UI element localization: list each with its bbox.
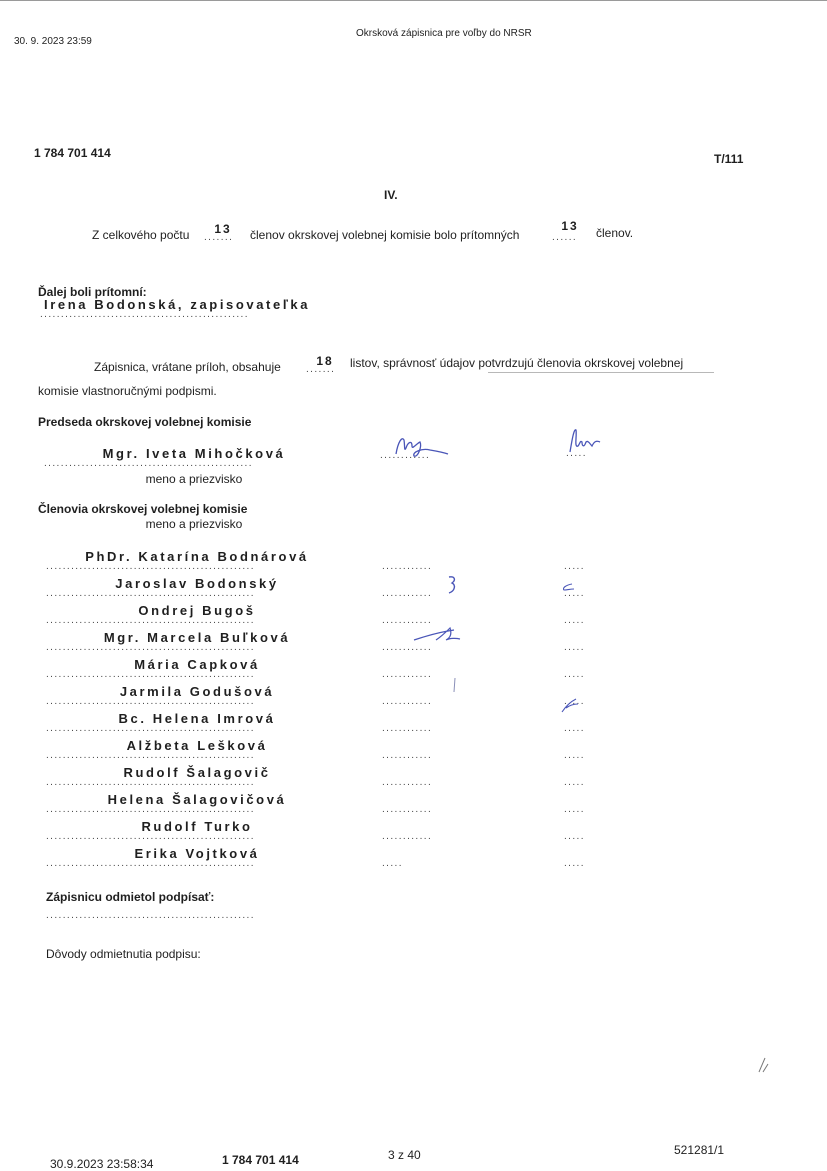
total-dots: ....... — [204, 232, 234, 243]
member-name: Mgr. Marcela Buľková — [103, 630, 291, 645]
member-name-dots: .................................................. — [46, 642, 255, 653]
member-name: PhDr. Katarína Bodnárová — [85, 549, 309, 564]
member-name: Jaroslav Bodonský — [115, 576, 279, 591]
member-signature-mark — [446, 574, 460, 596]
signature-dots: ............ — [382, 561, 433, 572]
initials-dots: ..... — [564, 804, 585, 815]
member-name: Erika Vojtková — [134, 846, 260, 861]
member-name-dots: .................................................. — [46, 804, 255, 815]
attachments-count: 18 — [316, 354, 334, 368]
initials-dots: ..... — [564, 858, 585, 869]
member-name: Rudolf Turko — [141, 819, 253, 834]
chair-initials-dots: ..... — [566, 448, 587, 459]
signature-dots: ............ — [382, 750, 433, 761]
attendance-prefix: Z celkového počtu — [92, 228, 190, 242]
member-name-dots: .................................................. — [46, 696, 255, 707]
signature-dots: ............ — [382, 615, 433, 626]
attachments-line2: komisie vlastnoručnými podpismi. — [38, 384, 217, 398]
member-name: Bc. Helena Imrová — [118, 711, 276, 726]
member-name: Ondrej Bugoš — [138, 603, 256, 618]
member-name: Mária Capková — [134, 657, 260, 672]
footer-code: 521281/1 — [674, 1143, 725, 1157]
initials-dots: ..... — [564, 615, 585, 626]
others-heading: Ďalej boli prítomní: — [38, 285, 147, 299]
member-name: Jarmila Godušová — [119, 684, 275, 699]
initials-dots: ..... — [564, 588, 585, 599]
initials-dots: ..... — [564, 696, 585, 707]
member-name-dots: .................................................. — [46, 561, 255, 572]
signature-dots: ............ — [382, 642, 433, 653]
others-dots: .................................................. — [40, 309, 249, 320]
signature-dots: ............ — [382, 669, 433, 680]
chair-initials-graphic — [566, 426, 606, 456]
members-heading: Členovia okrskovej volebnej komisie — [38, 502, 248, 516]
initials-dots: ..... — [564, 669, 585, 680]
initials-dots: ..... — [564, 777, 585, 788]
member-name: Alžbeta Lešková — [126, 738, 268, 753]
header-title: Okrsková zápisnica pre voľby do NRSR — [356, 28, 532, 39]
attachments-prefix: Zápisnica, vrátane príloh, obsahuje — [94, 360, 281, 374]
section-number: IV. — [384, 188, 398, 202]
chair-caption: meno a priezvisko — [145, 472, 243, 486]
refusal-reasons-label: Dôvody odmietnutia podpisu: — [46, 947, 201, 961]
attachments-dots: ....... — [306, 364, 336, 375]
footer-document-number: 1 784 701 414 — [222, 1153, 299, 1167]
attendance-middle: členov okrskovej volebnej komisie bolo prítomných — [250, 228, 520, 242]
member-signature-mark — [412, 624, 462, 644]
signature-dots: ..... — [382, 858, 403, 869]
member-name-dots: .................................................. — [46, 723, 255, 734]
member-initials-mark — [558, 696, 582, 716]
initials-dots: ..... — [564, 561, 585, 572]
initials-dots: ..... — [564, 642, 585, 653]
member-name: Helena Šalagovičová — [107, 792, 287, 807]
attachments-line1-suffix: listov, správnosť údajov potvrdzujú členovia okrskovej volebnej — [350, 356, 684, 370]
chair-heading: Predseda okrskovej volebnej komisie — [38, 415, 252, 429]
signature-dots: ............ — [382, 804, 433, 815]
header-datetime: 30. 9. 2023 23:59 — [14, 36, 92, 47]
member-name-dots: .................................................. — [46, 858, 255, 869]
total-members-value: 13 — [214, 222, 232, 236]
refusal-dots: .................................................. — [46, 910, 255, 921]
initials-dots: ..... — [564, 723, 585, 734]
member-name-dots: .................................................. — [46, 669, 255, 680]
signature-dots: ............ — [382, 696, 433, 707]
signature-dots: ............ — [382, 831, 433, 842]
member-initials-mark — [560, 582, 576, 592]
member-name-dots: .................................................. — [46, 615, 255, 626]
chair-signature-graphic — [392, 432, 450, 460]
signature-dots: ............ — [382, 777, 433, 788]
signature-dots: ............ — [382, 723, 433, 734]
member-name-dots: .................................................. — [46, 750, 255, 761]
member-name-dots: .................................................. — [46, 831, 255, 842]
member-name-dots: .................................................. — [46, 588, 255, 599]
chair-signature-dots: ............ — [380, 450, 431, 461]
signature-dots: ............ — [382, 588, 433, 599]
top-rule — [0, 0, 827, 1]
initials-dots: ..... — [564, 750, 585, 761]
corner-mark — [756, 1054, 770, 1074]
present-dots: ...... — [552, 232, 578, 243]
initials-dots: ..... — [564, 831, 585, 842]
footer-datetime: 30.9.2023 23:58:34 — [50, 1157, 154, 1171]
present-members-value: 13 — [561, 219, 579, 233]
refusal-heading: Zápisnicu odmietol podpísať: — [46, 890, 215, 904]
member-signature-mark — [452, 676, 458, 694]
attendance-suffix: členov. — [596, 226, 634, 240]
members-caption: meno a priezvisko — [145, 517, 243, 531]
document-code: T/111 — [714, 152, 744, 166]
document-number: 1 784 701 414 — [34, 146, 111, 160]
footer-page: 3 z 40 — [388, 1148, 421, 1162]
member-name-dots: .................................................. — [46, 777, 255, 788]
chair-name: Mgr. Iveta Mihočková — [102, 446, 286, 461]
highlight-mark — [488, 372, 714, 373]
others-value: Irena Bodonská, zapisovateľka — [44, 297, 311, 312]
chair-name-dots: .................................................. — [44, 458, 253, 469]
member-name: Rudolf Šalagovič — [123, 765, 271, 780]
